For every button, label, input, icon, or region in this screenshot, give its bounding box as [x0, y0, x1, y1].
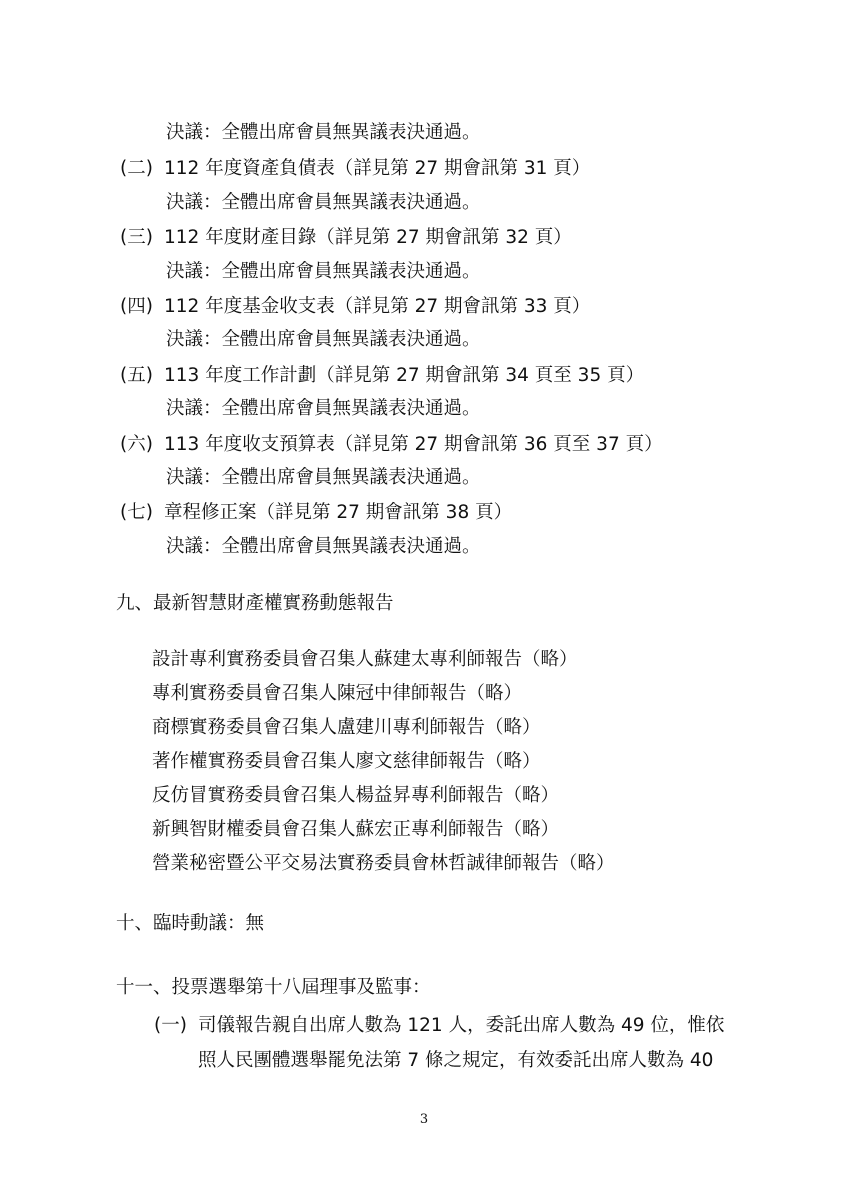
resolution-line: 決議：全體出席會員無異議表決通過。 [166, 192, 481, 213]
item-text: 113 年度工作計劃（詳見第 27 期會訊第 34 頁至 35 頁） [164, 365, 645, 386]
item-number: (五) [120, 365, 153, 386]
report-line: 商標實務委員會召集人盧建川專利師報告（略） [152, 717, 541, 738]
resolution-line: 決議：全體出席會員無異議表決通過。 [166, 261, 481, 282]
item-text: 112 年度基金收支表（詳見第 27 期會訊第 33 頁） [164, 296, 591, 317]
resolution-line: 決議：全體出席會員無異議表決通過。 [166, 329, 481, 350]
agenda-item [120, 501, 512, 525]
item-text: 司儀報告親自出席人數為 121 人，委託出席人數為 49 位，惟依 [198, 1015, 725, 1036]
report-line: 反仿冒實務委員會召集人楊益昇專利師報告（略） [152, 785, 560, 806]
agenda-item [120, 226, 572, 250]
resolution-line: 決議：全體出席會員無異議表決通過。 [166, 122, 481, 143]
item-text: 112 年度財產目錄（詳見第 27 期會訊第 32 頁） [164, 227, 572, 248]
agenda-item [120, 364, 644, 388]
section-heading: 九、最新智慧財產權實務動態報告 [116, 593, 394, 614]
item-text: 113 年度收支預算表（詳見第 27 期會訊第 36 頁至 37 頁） [164, 434, 663, 455]
report-line: 設計專利實務委員會召集人蘇建太專利師報告（略） [152, 649, 578, 670]
item-text: 章程修正案（詳見第 27 期會訊第 38 頁） [164, 502, 513, 523]
item-number: (一) [154, 1015, 187, 1036]
agenda-item [120, 295, 590, 319]
item-number: (七) [120, 502, 153, 523]
report-line: 著作權實務委員會召集人廖文慈律師報告（略） [152, 751, 541, 772]
item-text-continuation: 照人民團體選舉罷免法第 7 條之規定，有效委託出席人數為 40 [198, 1050, 714, 1071]
agenda-item [120, 157, 590, 181]
section-heading: 十、臨時動議：無 [116, 913, 265, 934]
report-line: 新興智財權委員會召集人蘇宏正專利師報告（略） [152, 819, 560, 840]
report-line: 專利實務委員會召集人陳冠中律師報告（略） [152, 683, 523, 704]
item-text: 112 年度資產負債表（詳見第 27 期會訊第 31 頁） [164, 158, 591, 179]
item-number: (四) [120, 296, 153, 317]
resolution-line: 決議：全體出席會員無異議表決通過。 [166, 536, 481, 557]
report-line: 營業秘密暨公平交易法實務委員會林哲誠律師報告（略） [152, 853, 615, 874]
section-heading: 十一、投票選舉第十八屆理事及監事： [116, 977, 431, 998]
resolution-line: 決議：全體出席會員無異議表決通過。 [166, 398, 481, 419]
item-number: (三) [120, 227, 153, 248]
agenda-item [154, 1014, 724, 1038]
item-number: (二) [120, 158, 153, 179]
page-number: 3 [419, 1112, 429, 1127]
item-number: (六) [120, 434, 153, 455]
agenda-item [120, 433, 663, 457]
resolution-line: 決議：全體出席會員無異議表決通過。 [166, 467, 481, 488]
